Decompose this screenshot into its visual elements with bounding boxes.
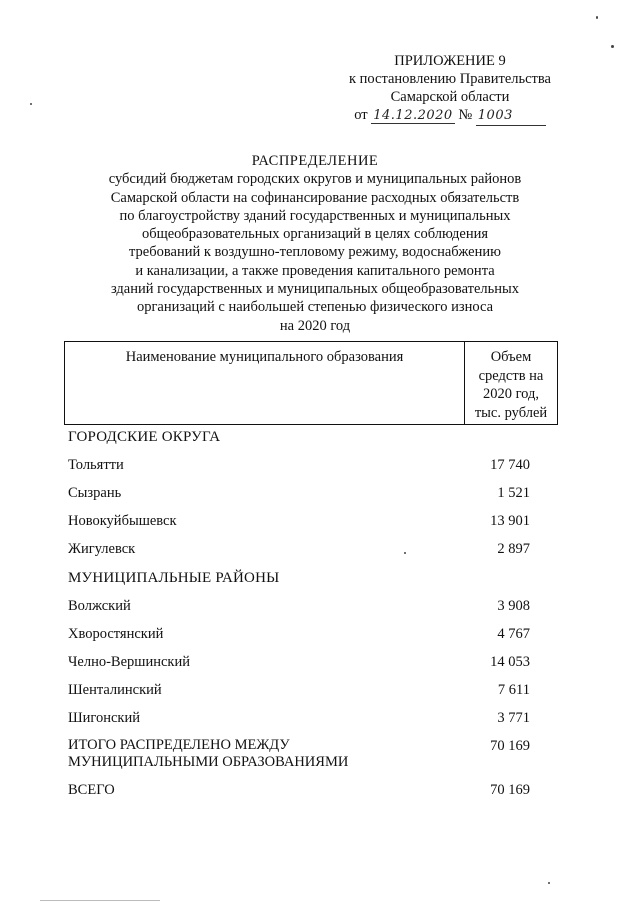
- attachment-region: Самарской области: [390, 89, 510, 105]
- table-row: [64, 510, 558, 532]
- row-value: 70 169: [490, 782, 530, 798]
- document-subtitle: [80, 170, 550, 335]
- row-name: Шенталинский: [68, 682, 162, 698]
- table-row: [64, 651, 558, 673]
- attachment-resolution: к постановлению Правительства: [349, 71, 551, 87]
- subtitle-line: общеобразовательных организаций в целях соблюдения: [141, 226, 489, 243]
- subtitle-line: и канализации, а также проведения капитального ремонта: [135, 262, 495, 279]
- table-row: [64, 779, 558, 801]
- row-name: Шигонский: [68, 710, 140, 726]
- volume-header-line: Объем: [490, 349, 532, 365]
- row-value: 3 908: [497, 598, 530, 614]
- column-header-volume: [465, 342, 557, 424]
- date-prefix: от: [354, 107, 368, 123]
- attachment-header: [330, 52, 570, 126]
- row-value: 7 611: [497, 682, 530, 698]
- subtitle-line: на 2020 год: [279, 317, 351, 334]
- scan-speck: [548, 882, 550, 884]
- row-name: Сызрань: [68, 485, 122, 501]
- attachment-date-number: [354, 106, 546, 126]
- row-name: ГОРОДСКИЕ ОКРУГА: [68, 429, 221, 445]
- scan-edge: [40, 900, 160, 901]
- table-row: [64, 707, 558, 729]
- row-name: Волжский: [68, 598, 131, 614]
- subtitle-line: организаций с наибольшей степенью физического износа: [136, 299, 494, 316]
- volume-header-line: тыс. рублей: [474, 404, 548, 421]
- scan-speck: [596, 16, 598, 19]
- scan-speck: [611, 45, 614, 48]
- row-name: Челно-Вершинский: [68, 654, 190, 670]
- row-name: ИТОГО РАСПРЕДЕЛЕНО МЕЖДУ МУНИЦИПАЛЬНЫМИ ОБРАЗОВАНИЯМИ: [68, 737, 349, 770]
- table-row: [64, 679, 558, 701]
- row-name: Хворостянский: [68, 626, 164, 642]
- section-row: [64, 567, 558, 589]
- table-row: [64, 623, 558, 645]
- table-header: [64, 341, 558, 425]
- row-name: МУНИЦИПАЛЬНЫЕ РАЙОНЫ: [68, 570, 280, 586]
- table-row: [64, 538, 558, 560]
- subtitle-line: Самарской области на софинансирование расходных обязательств: [110, 189, 520, 206]
- row-name: Новокуйбышевск: [68, 513, 177, 529]
- number-prefix: №: [458, 107, 473, 123]
- volume-header-line: 2020 год,: [482, 386, 540, 402]
- column-header-name: Наименование муниципального образования: [65, 342, 465, 424]
- table-row: [64, 454, 558, 476]
- subtitle-line: зданий государственных и муниципальных общеобразовательных: [110, 281, 520, 298]
- handwritten-date: 14.12.2020: [373, 108, 453, 123]
- attachment-title: ПРИЛОЖЕНИЕ 9: [394, 53, 506, 69]
- subtitle-line: требований к воздушно-тепловому режиму, водоснабжению: [129, 244, 501, 261]
- scan-speck: [404, 552, 406, 554]
- row-name: Тольятти: [68, 457, 124, 473]
- table-row: [64, 482, 558, 504]
- document-title: РАСПРЕДЕЛЕНИЕ: [251, 153, 379, 169]
- row-value: 3 771: [497, 710, 530, 726]
- row-value: 2 897: [497, 541, 530, 557]
- handwritten-number: 1003: [476, 107, 546, 126]
- section-row: [64, 426, 558, 448]
- row-value: 4 767: [497, 626, 530, 642]
- scan-speck: [30, 103, 32, 105]
- table-row: [64, 595, 558, 617]
- row-value: 14 053: [490, 654, 530, 670]
- subtitle-line: субсидий бюджетам городских округов и муниципальных районов: [108, 171, 522, 188]
- volume-header-line: средств на: [478, 367, 544, 384]
- row-value: 17 740: [490, 457, 530, 473]
- row-name: Жигулевск: [68, 541, 136, 557]
- total-row: [64, 735, 558, 770]
- subtitle-line: по благоустройству зданий государственных и муниципальных: [119, 207, 511, 224]
- row-value: 13 901: [490, 513, 530, 529]
- row-value: 70 169: [490, 738, 530, 754]
- document-title-block: [80, 152, 550, 335]
- row-name: ВСЕГО: [68, 782, 115, 798]
- row-value: 1 521: [497, 485, 530, 501]
